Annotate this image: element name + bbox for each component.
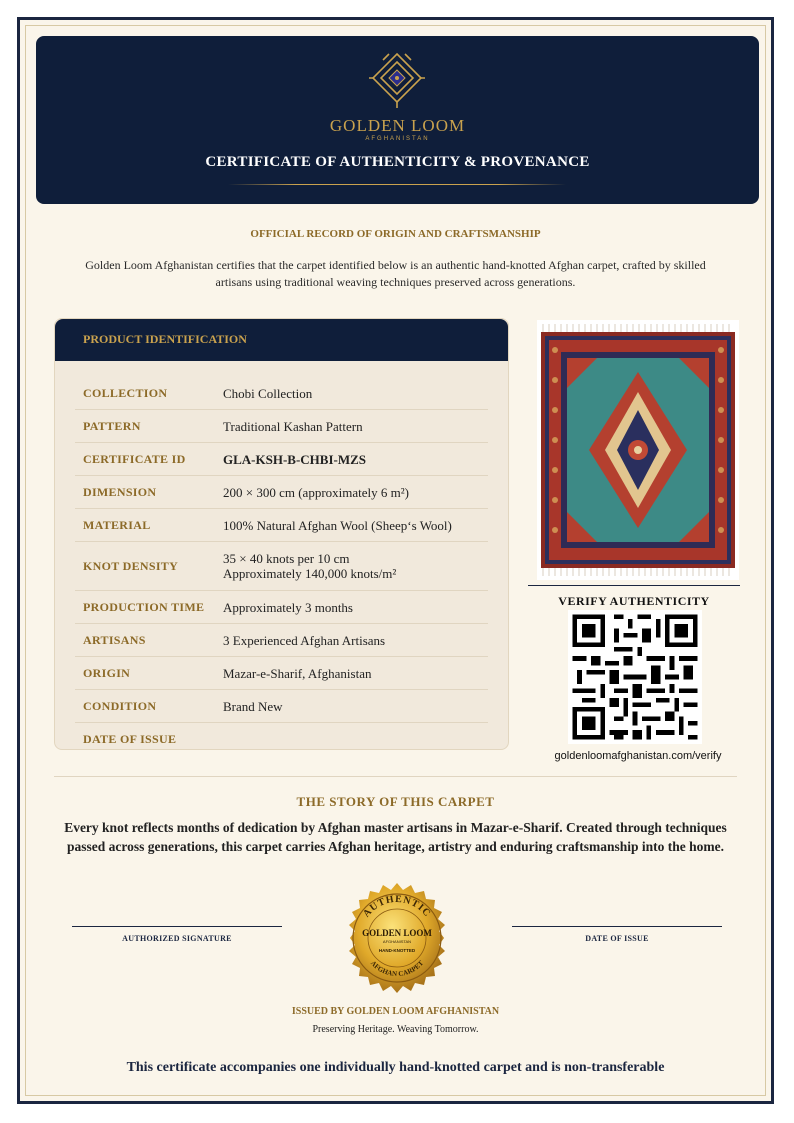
row-certificate-id [75,443,488,476]
row-label: ARTISANS [83,633,146,647]
row-value: Chobi Collection [223,385,313,401]
row-value: 200 × 300 cm (approximately 6 m²) [223,484,409,500]
diamond-emblem-icon [369,50,425,110]
certificate-page [17,17,774,1104]
row-dimension [75,476,488,509]
issued-by: ISSUED BY GOLDEN LOOM AFGHANISTAN [291,1006,500,1017]
story-heading: THE STORY OF THIS CARPET [296,794,495,809]
gold-seal-icon [341,882,453,994]
seal-line1-text: HAND-KNOTTED [378,948,416,953]
row-knot-density [75,542,488,591]
footnote: This certificate accompanies one individually hand-knotted carpet and is non-transferable [126,1060,665,1075]
row-collection [75,377,488,410]
verify-label: VERIFY AUTHENTICITY [558,594,710,608]
row-value: Approximately 3 months [223,599,353,615]
seal-sub-text: AFGHANISTAN [382,939,412,944]
motto: Preserving Heritage. Weaving Tomorrow. [312,1024,479,1035]
row-production-time [75,591,488,624]
certificate-header [36,36,759,204]
row-label: KNOT DENSITY [83,559,179,573]
product-identification-header [55,319,508,361]
row-value: Brand New [223,698,283,714]
product-identification-heading: PRODUCT IDENTIFICATION [83,332,247,346]
product-details [75,377,488,755]
row-label: ORIGIN [83,666,131,680]
brand-subtitle: AFGHANISTAN [365,136,430,142]
row-label: CONDITION [83,699,157,713]
row-label: DATE OF ISSUE [83,732,177,746]
seal-brand-text: GOLDEN LOOM [362,928,432,938]
date-line [512,926,722,927]
row-value: 3 Experienced Afghan Artisans [223,632,386,648]
signature-line [72,926,282,927]
intro-text: Golden Loom Afghanistan certifies that the carpet identified below is an authentic hand-knotted Afghan carpet, crafted by skilled artisans using traditional weaving techniques preserved across generations. [85,258,706,289]
row-condition [75,690,488,723]
authorized-signature-label: AUTHORIZED SIGNATURE [122,934,232,943]
row-material [75,509,488,542]
verify-url[interactable]: goldenloomafghanistan.com/verify [554,750,722,762]
story-text: Every knot reflects months of dedication by Afghan master artisans in Mazar-e-Sharif. Created through techniques passed across generations, this carpet carries Afghan heritage, artistry and enduring craftsmanship into the home. [64,820,727,854]
row-origin [75,657,488,690]
row-label: CERTIFICATE ID [83,452,186,466]
row-label: DIMENSION [83,485,157,499]
row-value: Mazar-e-Sharif, Afghanistan [223,665,372,681]
photo-rule [528,585,740,586]
brand-name: GOLDEN LOOM [329,116,466,135]
knot-density-line-1: 35 × 40 knots per 10 cm [223,551,350,566]
row-value [223,551,488,581]
official-record-heading: OFFICIAL RECORD OF ORIGIN AND CRAFTSMANSHIP [250,228,541,240]
title-rule [228,184,566,185]
knot-density-line-2: Approximately 140,000 knots/m² [223,566,397,581]
row-label: PATTERN [83,419,141,433]
row-date-of-issue [75,723,488,755]
row-pattern [75,410,488,443]
product-identification-card [54,318,509,750]
carpet-photo [537,320,739,580]
qr-code-icon[interactable] [568,610,702,744]
date-of-issue-label: DATE OF ISSUE [585,934,649,943]
row-value: Traditional Kashan Pattern [223,418,363,434]
row-artisans [75,624,488,657]
certificate-id-value: GLA-KSH-B-CHBI-MZS [223,451,367,467]
row-label: COLLECTION [83,386,168,400]
certificate-title: CERTIFICATE OF AUTHENTICITY & PROVENANCE [205,154,590,170]
seal-top-text: AUTHENTIC [361,893,433,920]
seal-bottom-text: AFGHAN CARPET [368,959,426,979]
row-label: PRODUCTION TIME [83,600,205,614]
row-value: 100% Natural Afghan Wool (Sheep‘s Wool) [223,517,452,533]
section-divider [54,776,737,777]
row-label: MATERIAL [83,518,151,532]
